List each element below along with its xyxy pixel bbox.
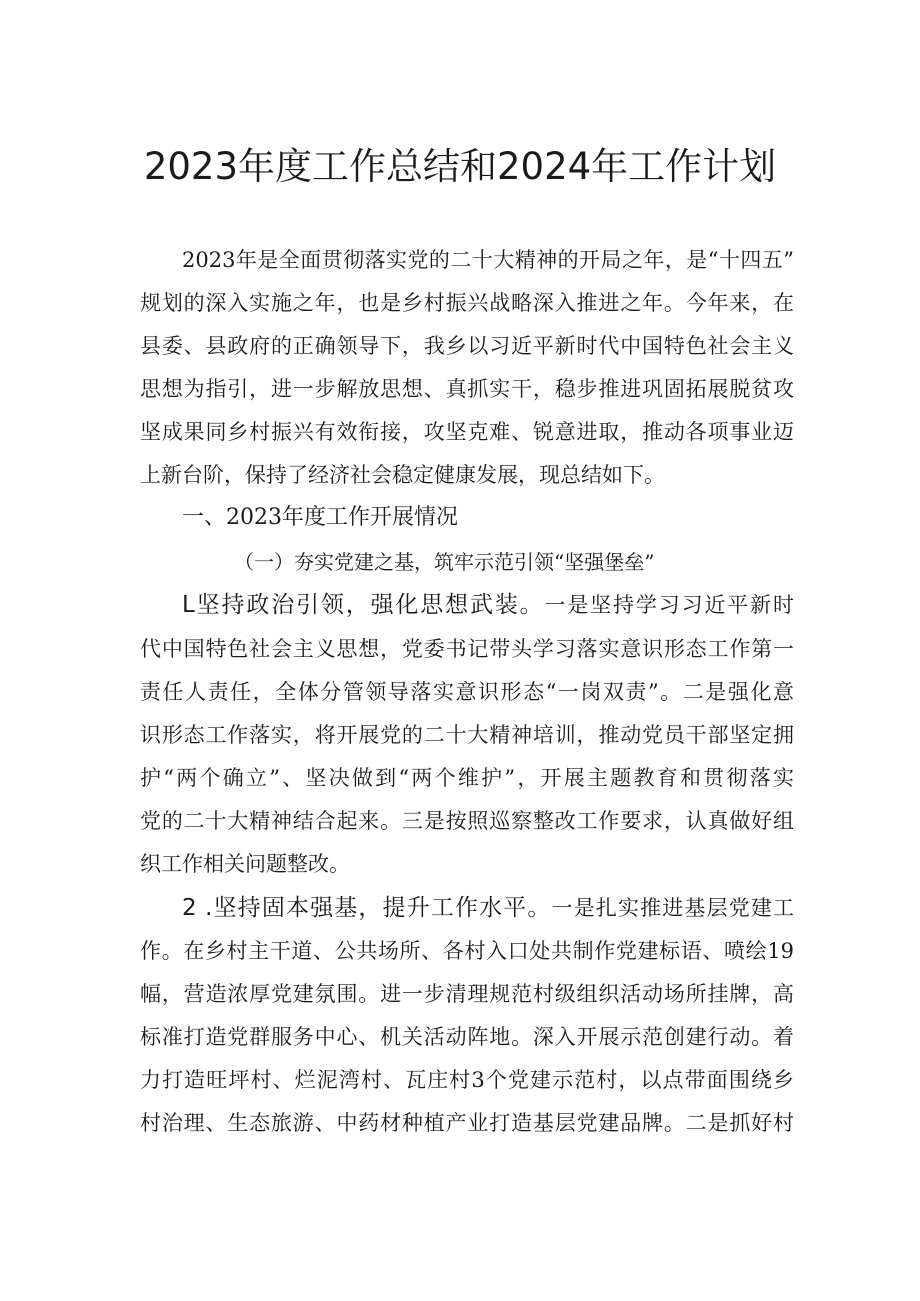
point-2-line: 力打造旺坪村、烂泥湾村、瓦庄村3个党建示范村，以点带面围绕乡 bbox=[140, 1068, 794, 1092]
point-1-text: 一是坚持学习习近平新时 bbox=[544, 593, 794, 617]
point-2-first-line bbox=[182, 893, 794, 923]
point-2-line: 作。在乡村主干道、公共场所、各村入口处共制作党建标语、喷绘19 bbox=[140, 939, 794, 963]
point-1-lead: L坚持政治引领，强化思想武装。 bbox=[182, 592, 545, 618]
point-2-line: 标准打造党群服务中心、机关活动阵地。深入开展示范创建行动。着 bbox=[140, 1025, 794, 1049]
intro-line: 坚成果同乡村振兴有效衔接，攻坚克难、锐意进取，推动各项事业迈 bbox=[140, 420, 794, 444]
point-2-line: 村治理、生态旅游、中药材种植产业打造基层党建品牌。二是抓好村 bbox=[140, 1111, 794, 1135]
subsection-heading: （一）夯实党建之基，筑牢示范引领“坚强堡垒” bbox=[234, 550, 655, 574]
section-heading: 一、2023年度工作开展情况 bbox=[182, 505, 458, 530]
intro-line: 上新台阶，保持了经济社会稳定健康发展，现总结如下。 bbox=[140, 463, 665, 487]
point-2-lead: 2 .坚持固本强基，提升工作水平。 bbox=[182, 895, 552, 921]
point-1-line: 党的二十大精神结合起来。三是按照巡察整改工作要求，认真做好组 bbox=[140, 809, 794, 833]
intro-line: 2023年是全面贯彻落实党的二十大精神的开局之年，是“十四五” bbox=[182, 248, 794, 272]
document-title: 2023年度工作总结和2024年工作计划 bbox=[143, 145, 777, 188]
point-1-line: 护“两个确立”、坚决做到“两个维护”，开展主题教育和贯彻落实 bbox=[140, 766, 794, 790]
point-1-line: 代中国特色社会主义思想，党委书记带头学习落实意识形态工作第一 bbox=[140, 637, 794, 661]
point-1-line: 织工作相关问题整改。 bbox=[140, 852, 350, 876]
intro-line: 规划的深入实施之年，也是乡村振兴战略深入推进之年。今年来，在 bbox=[140, 291, 794, 315]
point-1-first-line bbox=[182, 590, 794, 620]
point-1-line: 识形态工作落实，将开展党的二十大精神培训，推动党员干部坚定拥 bbox=[140, 723, 794, 747]
point-2-text: 一是扎实推进基层党建工 bbox=[551, 896, 794, 920]
point-2-line: 幅，营造浓厚党建氛围。进一步清理规范村级组织活动场所挂牌，高 bbox=[140, 982, 794, 1006]
intro-line: 思想为指引，进一步解放思想、真抓实干，稳步推进巩固拓展脱贫攻 bbox=[140, 377, 794, 401]
point-1-line: 责任人责任，全体分管领导落实意识形态“一岗双责”。二是强化意 bbox=[140, 680, 794, 704]
intro-line: 县委、县政府的正确领导下，我乡以习近平新时代中国特色社会主义 bbox=[140, 334, 794, 358]
